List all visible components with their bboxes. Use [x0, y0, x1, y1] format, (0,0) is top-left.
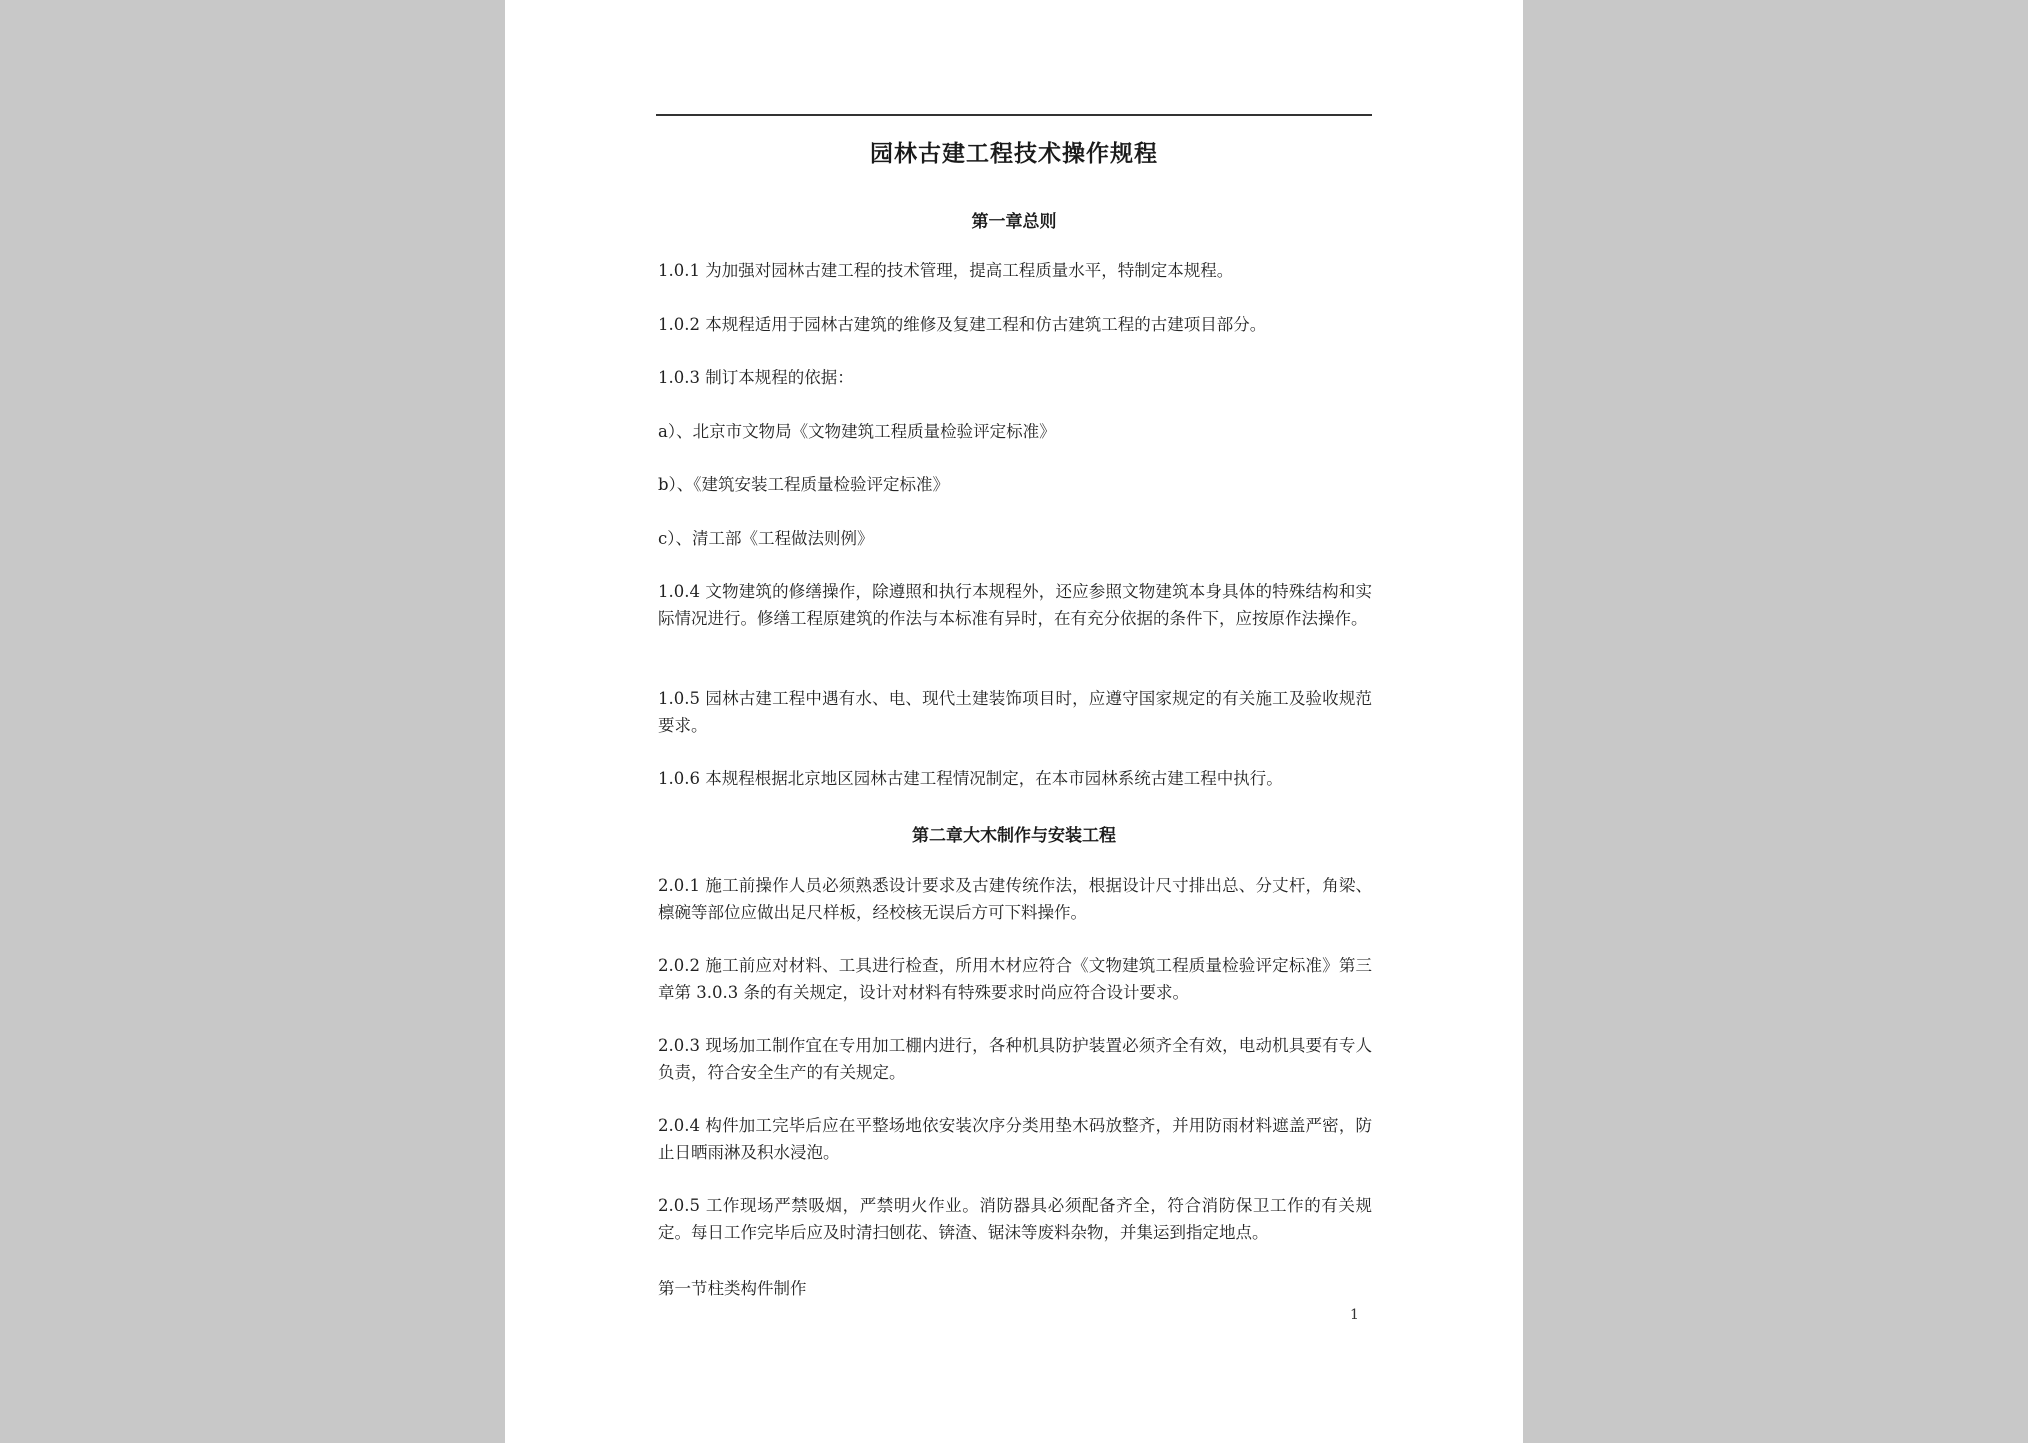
paragraph-2-0-1: 2.0.1 施工前操作人员必须熟悉设计要求及古建传统作法，根据设计尺寸排出总、分丈杆，角梁、檩碗等部位应做出足尺样板，经校核无误后方可下料操作。	[658, 876, 1372, 922]
page-number: 1	[1350, 1307, 1359, 1323]
paragraph-2-0-3: 2.0.3 现场加工制作宜在专用加工棚内进行，各种机具防护装置必须齐全有效，电动机具要有专人负责，符合安全生产的有关规定。	[658, 1036, 1372, 1082]
paragraph-1-0-4: 1.0.4 文物建筑的修缮操作，除遵照和执行本规程外，还应参照文物建筑本身具体的特殊结构和实际情况进行。修缮工程原建筑的作法与本标准有异时，在有充分依据的条件下，应按原作法操作。	[658, 582, 1372, 628]
paragraph-1-0-3: 1.0.3 制订本规程的依据：	[658, 368, 854, 387]
paragraph-1-0-2: 1.0.2 本规程适用于园林古建筑的维修及复建工程和仿古建筑工程的古建项目部分。	[658, 315, 1267, 334]
paragraph-2-0-5: 2.0.5 工作现场严禁吸烟，严禁明火作业。消防器具必须配备齐全，符合消防保卫工作的有关规定。每日工作完毕后应及时清扫刨花、锛渣、锯沫等废料杂物，并集运到指定地点。	[658, 1196, 1372, 1242]
reference-a: a）、北京市文物局《文物建筑工程质量检验评定标准》	[658, 422, 1056, 441]
reference-c: c）、清工部《工程做法则例》	[658, 529, 874, 548]
paragraph-1-0-5: 1.0.5 园林古建工程中遇有水、电、现代土建装饰项目时，应遵守国家规定的有关施工及验收规范要求。	[658, 689, 1372, 735]
document-title: 园林古建工程技术操作规程	[870, 140, 1158, 167]
section-1-heading: 第一节柱类构件制作	[658, 1279, 807, 1298]
chapter-2-heading: 第二章大木制作与安装工程	[912, 826, 1116, 846]
paragraph-2-0-4: 2.0.4 构件加工完毕后应在平整场地依安装次序分类用垫木码放整齐，并用防雨材料遮盖严密，防止日晒雨淋及积水浸泡。	[658, 1116, 1372, 1162]
paragraph-1-0-1: 1.0.1 为加强对园林古建工程的技术管理，提高工程质量水平，特制定本规程。	[658, 261, 1234, 280]
paragraph-2-0-2: 2.0.2 施工前应对材料、工具进行检查，所用木材应符合《文物建筑工程质量检验评定标准》第三章第 3.0.3 条的有关规定，设计对材料有特殊要求时尚应符合设计要求。	[658, 956, 1372, 1002]
header-rule	[656, 114, 1372, 116]
reference-b: b）、《建筑安装工程质量检验评定标准》	[658, 475, 950, 494]
paragraph-1-0-6: 1.0.6 本规程根据北京地区园林古建工程情况制定，在本市园林系统古建工程中执行。	[658, 769, 1283, 788]
chapter-1-heading: 第一章总则	[971, 212, 1057, 232]
document-page	[505, 0, 1523, 1443]
